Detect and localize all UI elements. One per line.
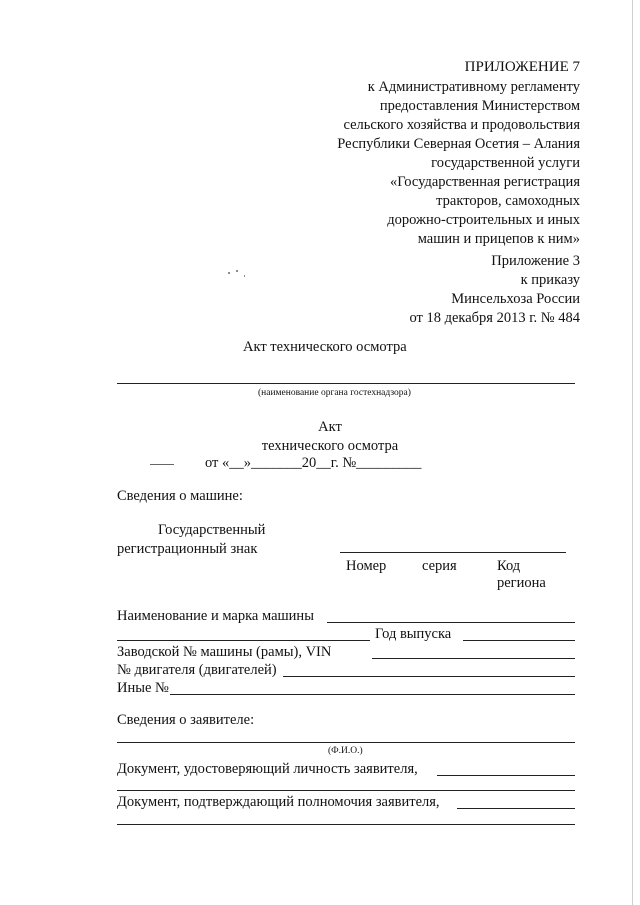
year-label: Год выпуска xyxy=(375,626,452,642)
appendix-title: ПРИЛОЖЕНИЕ 7 xyxy=(464,59,580,75)
header-line: Республики Северная Осетия – Алания xyxy=(337,136,580,152)
appendix2-line: Минсельхоза России xyxy=(451,291,580,307)
authority-doc-field-line-2 xyxy=(117,824,575,825)
act-date-line: от «__»_______20__г. №_________ xyxy=(205,455,422,471)
plate-field-line xyxy=(340,552,566,553)
applicant-section-title: Сведения о заявителе: xyxy=(117,712,255,728)
act-subtitle: технического осмотра xyxy=(261,438,399,454)
act-title: Акт xyxy=(318,419,342,435)
stray-dash xyxy=(150,464,174,465)
authority-field-line xyxy=(117,383,575,384)
plate-col-number: Номер xyxy=(346,558,387,574)
machine-section-title: Сведения о машине: xyxy=(117,488,243,504)
authority-doc-label: Документ, подтверждающий полномочия заявителя, xyxy=(117,794,440,810)
header-line: предоставления Министерством xyxy=(379,98,580,114)
fio-caption: (Ф.И.О.) xyxy=(328,746,363,756)
header-line: сельского хозяйства и продовольствия xyxy=(343,117,580,133)
appendix2-line: к приказу xyxy=(520,272,580,288)
header-line: государственной услуги xyxy=(431,155,580,171)
scan-speck xyxy=(236,270,238,272)
appendix2-line: Приложение 3 xyxy=(491,253,580,269)
serial-vin-label: Заводской № машины (рамы), VIN xyxy=(117,644,332,660)
authority-doc-field-line xyxy=(457,808,575,809)
name-brand-field-line xyxy=(327,622,575,623)
plate-col-code: Код xyxy=(497,558,521,574)
header-line: тракторов, самоходных xyxy=(436,193,580,209)
fio-field-line xyxy=(117,742,575,743)
header-line: «Государственная регистрация xyxy=(389,174,580,190)
engine-label: № двигателя (двигателей) xyxy=(117,662,277,678)
header-line: к Административному регламенту xyxy=(367,79,580,95)
id-doc-field-line xyxy=(437,775,575,776)
name-brand-field-line-2 xyxy=(117,640,370,641)
scan-speck xyxy=(244,275,245,277)
plate-col-region: региона xyxy=(497,575,546,591)
plate-label: Государственный xyxy=(158,522,266,538)
plate-label: регистрационный знак xyxy=(117,541,258,557)
scan-speck xyxy=(228,272,230,274)
year-field-line xyxy=(463,640,575,641)
id-doc-field-line-2 xyxy=(117,790,575,791)
name-brand-label: Наименование и марка машины xyxy=(117,608,314,624)
plate-col-series: серия xyxy=(422,558,457,574)
id-doc-label: Документ, удостоверяющий личность заявителя, xyxy=(117,761,418,777)
scan-edge xyxy=(632,0,633,905)
header-line: машин и прицепов к ним» xyxy=(417,231,580,247)
form-heading: Акт технического осмотра xyxy=(243,339,407,355)
other-numbers-field-line xyxy=(170,694,575,695)
appendix2-line: от 18 декабря 2013 г. № 484 xyxy=(409,310,580,326)
authority-caption: (наименование органа гостехнадзора) xyxy=(258,388,411,398)
header-line: дорожно-строительных и иных xyxy=(387,212,580,228)
engine-field-line xyxy=(283,676,575,677)
serial-vin-field-line xyxy=(372,658,575,659)
other-numbers-label: Иные № xyxy=(117,680,169,696)
